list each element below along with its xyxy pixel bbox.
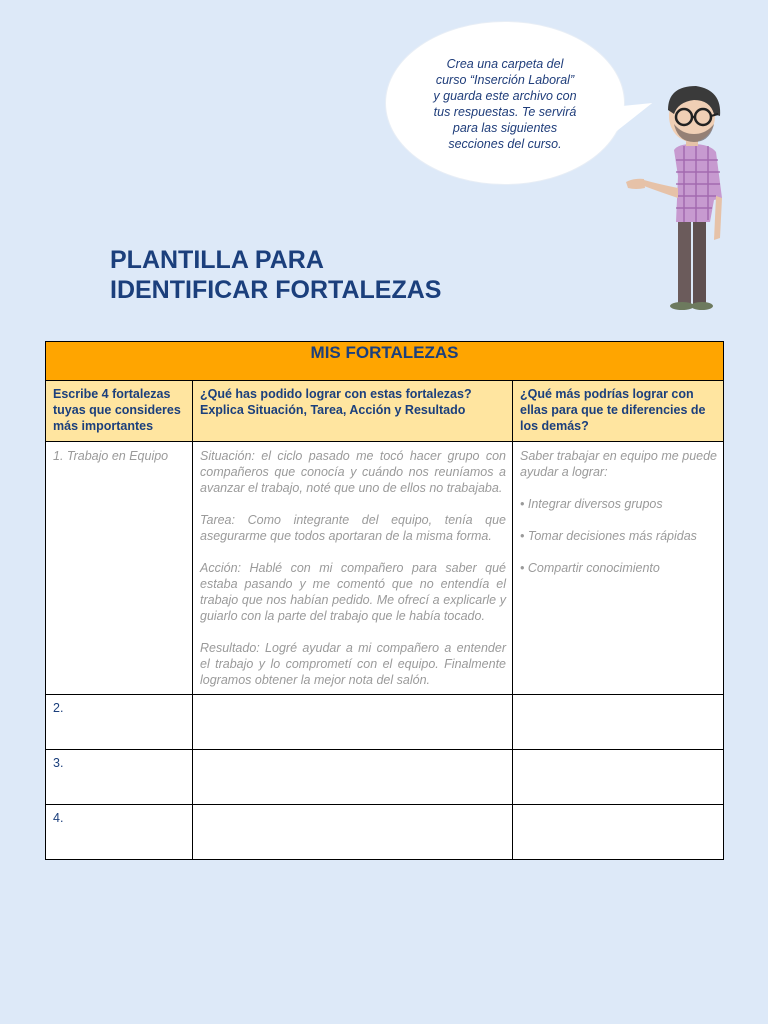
differentiation-cell[interactable] — [513, 805, 724, 860]
table-row — [46, 750, 724, 805]
more-intro: Saber trabajar en equipo me puede ayudar a lograr: — [520, 449, 718, 479]
bubble-line: curso “Inserción Laboral” — [435, 73, 575, 87]
star-result: Resultado: Logré ayudar a mi compañero a entender el trabajo y lo comprometí con el equipo. Finalmente logramos obtener la mejor nota del salón. — [200, 641, 506, 687]
strength-cell[interactable]: 2. — [46, 695, 193, 750]
more-item: • Integrar diversos grupos — [520, 497, 663, 511]
page-title-line: IDENTIFICAR FORTALEZAS — [110, 276, 442, 304]
column-header-achievements: ¿Qué has podido lograr con estas fortalezas? Explica Situación, Tarea, Acción y Resultado — [193, 381, 513, 442]
table-header: MIS FORTALEZAS — [46, 342, 724, 381]
bubble-line: tus respuestas. Te servirá — [433, 105, 577, 119]
more-item: • Tomar decisiones más rápidas — [520, 529, 697, 543]
differentiation-cell[interactable] — [513, 750, 724, 805]
column-headers-row — [46, 381, 724, 442]
differentiation-cell[interactable] — [513, 695, 724, 750]
bubble-line: secciones del curso. — [448, 137, 562, 151]
achievement-cell[interactable] — [193, 750, 513, 805]
column-header-differentiation: ¿Qué más podrías lograr con ellas para que te diferencies de los demás? — [513, 381, 724, 442]
page-title — [110, 245, 441, 305]
strengths-table — [45, 341, 724, 860]
table-row — [46, 695, 724, 750]
teacher-character-illustration — [618, 80, 733, 315]
star-task: Tarea: Como integrante del equipo, tenía que asegurarme que todos aportaran de la misma forma. — [200, 513, 506, 543]
table-row — [46, 805, 724, 860]
table-header-row — [46, 342, 724, 381]
bubble-line: para las siguientes — [452, 121, 558, 135]
achievement-cell[interactable] — [193, 695, 513, 750]
example-star-cell[interactable] — [193, 442, 513, 695]
star-action: Acción: Hablé con mi compañero para saber qué estaba pasando y me comentó que no entendía el trabajo que nos habían pedido. Me ofrecí a explicarle y guiarlo con la parte del trabajo que le había tocado. — [200, 561, 506, 623]
example-strength-text: 1. Trabajo en Equipo — [53, 449, 169, 463]
column-header-strengths: Escribe 4 fortalezas tuyas que consideres más importantes — [46, 381, 193, 442]
strength-cell[interactable]: 3. — [46, 750, 193, 805]
example-more-cell[interactable] — [513, 442, 724, 695]
page-title-line: PLANTILLA PARA — [110, 246, 324, 274]
achievement-cell[interactable] — [193, 805, 513, 860]
more-item: • Compartir conocimiento — [520, 561, 660, 575]
speech-bubble-text — [420, 56, 590, 152]
bubble-line: y guarda este archivo con — [433, 89, 577, 103]
example-strength-cell[interactable] — [46, 442, 193, 695]
table-row-example — [46, 442, 724, 695]
bubble-line: Crea una carpeta del — [446, 57, 564, 71]
strength-cell[interactable]: 4. — [46, 805, 193, 860]
star-situation: Situación: el ciclo pasado me tocó hacer grupo con compañeros que conocía y cuándo nos reuníamos a avanzar el trabajo, noté que uno de ellos no trabajaba. — [200, 449, 506, 495]
